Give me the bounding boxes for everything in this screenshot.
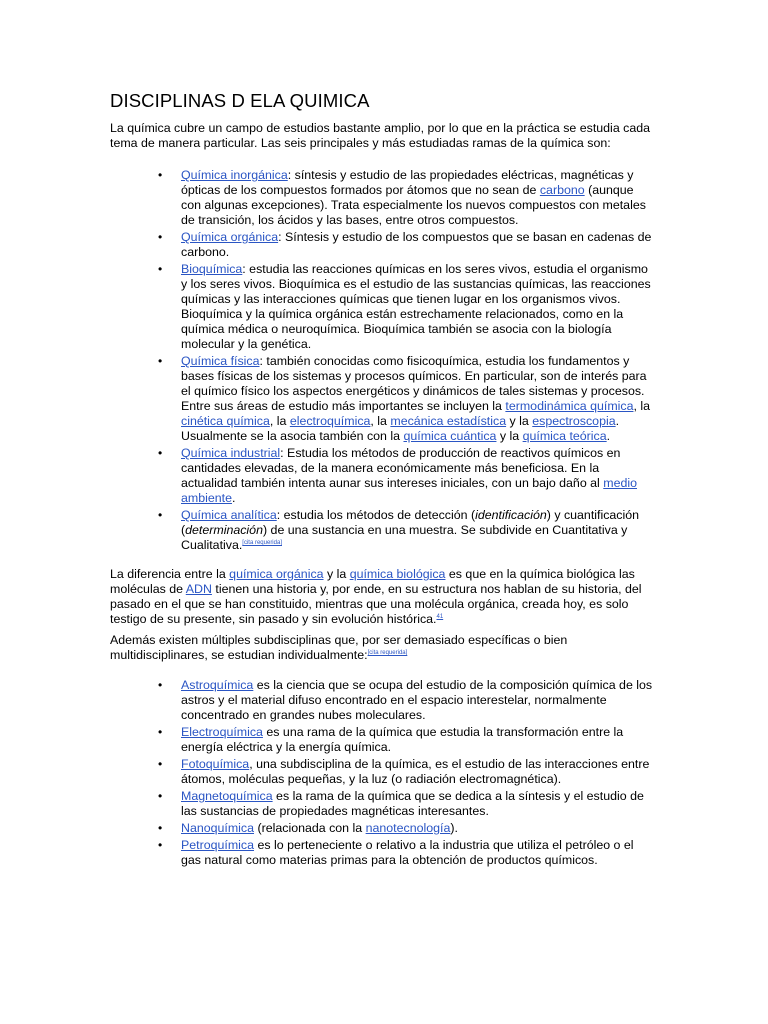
link-quimica-industrial[interactable]: Química industrial (181, 446, 281, 460)
citation-needed (368, 650, 408, 656)
link-medio-ambiente[interactable]: medio ambiente (181, 476, 637, 505)
item-text: (aunque con algunas excepciones). Trata especialmente los nuevos compuestos con metales de transición, los ácidos y las bases, entre otros compuestos. (181, 183, 646, 227)
link-quimica-fisica[interactable]: Química física (181, 354, 260, 368)
link-cinetica-quimica[interactable]: cinética química (181, 414, 270, 428)
main-branches-list (110, 168, 660, 553)
link-footnote-41[interactable]: 41 (436, 614, 444, 620)
item-text: , la (269, 414, 290, 428)
item-text: ) y cuantificación ( (181, 508, 640, 537)
list-item-quimica-organica (181, 230, 660, 260)
item-text: y la (506, 414, 533, 428)
item-text: ). (450, 821, 458, 835)
item-text: es la rama de la química que se dedica a la síntesis y el estudio de las sustancias de propiedades magnéticas interesantes. (181, 789, 644, 818)
item-text: . (231, 491, 236, 505)
link-mecanica-estadistica[interactable]: mecánica estadística (390, 414, 507, 428)
list-item-bioquimica (181, 262, 660, 352)
link-nanoquimica[interactable]: Nanoquímica (181, 821, 255, 835)
item-text: , la (633, 399, 651, 413)
item-text: es una rama de la química que estudia la transformación entre la energía eléctrica y la energía química. (181, 725, 624, 754)
link-astroquimica[interactable]: Astroquímica (181, 678, 254, 692)
link-cita-requerida[interactable]: [cita requerida] (242, 540, 282, 546)
footnote-reference (436, 614, 443, 620)
list-item-electroquimica (181, 725, 660, 755)
link-electroquimica[interactable]: electroquímica (289, 414, 371, 428)
link-quimica-cuantica[interactable]: química cuántica (403, 429, 497, 443)
item-text: . Usualmente se la asocia también con la (181, 414, 620, 443)
intro-paragraph: La química cubre un campo de estudios bastante amplio, por lo que en la práctica se estudia cada tema de manera particular. Las seis principales y más estudiadas ramas de la química son: (110, 121, 651, 150)
link-termodinamica-quimica[interactable]: termodinámica química (505, 399, 634, 413)
paragraph-text: y la (323, 567, 350, 581)
page-title: DISCIPLINAS D ELA QUIMICA (110, 90, 370, 111)
link-fotoquimica[interactable]: Fotoquímica (181, 757, 250, 771)
link-carbono[interactable]: carbono (539, 183, 585, 197)
list-item-quimica-industrial (181, 446, 660, 506)
link-quimica-analitica[interactable]: Química analítica (181, 508, 277, 522)
link-espectroscopia[interactable]: espectroscopia (532, 414, 616, 428)
list-item-astroquimica (181, 678, 660, 723)
link-quimica-organica[interactable]: Química orgánica (181, 230, 279, 244)
list-item-petroquimica (181, 838, 660, 868)
list-item-quimica-fisica (181, 354, 660, 444)
emphasis-identificacion: identificación (475, 508, 547, 522)
subdisciplines-list (110, 678, 660, 868)
paragraph-text: tienen una historia y, por ende, en su estructura nos hablan de su historia, del pasado en el que se han constituido, mientras que una molécula orgánica, creada hoy, es solo testigo de su presente, sin pasado y sin evolución histórica. (110, 582, 642, 626)
link-quimica-teorica[interactable]: química teórica (522, 429, 607, 443)
link-petroquimica[interactable]: Petroquímica (181, 838, 255, 852)
item-text: es la ciencia que se ocupa del estudio de la composición química de los astros y el material difuso encontrado en el espacio interestelar, normalmente concentrado en grandes nubes moleculares. (181, 678, 653, 722)
citation-needed (242, 540, 282, 546)
list-item-magnetoquimica (181, 789, 660, 819)
link-quimica-biologica[interactable]: química biológica (349, 567, 446, 581)
list-item-quimica-analitica (181, 508, 660, 553)
item-text: : Estudia los métodos de producción de reactivos químicos en cantidades elevadas, de la manera económicamente más beneficiosa. En la actualidad también intenta aunar sus intereses iniciales, con un bajo daño al (181, 446, 621, 490)
item-text: , la (370, 414, 391, 428)
diferencia-paragraph (110, 567, 660, 627)
item-text: y la (496, 429, 523, 443)
list-item-nanoquimica (181, 821, 660, 836)
link-quimica-inorganica[interactable]: Química inorgánica (181, 168, 288, 182)
emphasis-determinacion: determinación (185, 523, 263, 537)
list-item-quimica-inorganica (181, 168, 660, 228)
link-magnetoquimica[interactable]: Magnetoquímica (181, 789, 273, 803)
item-text: , una subdisciplina de la química, es el estudio de las interacciones entre átomos, moléculas pequeñas, y la luz (o radiación electromagnética). (181, 757, 650, 786)
link-electroquimica-2[interactable]: Electroquímica (181, 725, 263, 739)
link-quimica-organica-2[interactable]: química orgánica (229, 567, 324, 581)
link-cita-requerida-2[interactable]: [cita requerida] (367, 650, 408, 656)
item-text: (relacionada con la (254, 821, 366, 835)
link-bioquimica[interactable]: Bioquímica (181, 262, 243, 276)
item-text: . (606, 429, 611, 443)
document-page (110, 90, 660, 882)
paragraph-text: Además existen múltiples subdisciplinas que, por ser demasiado específicas o bien multidisciplinares, se estudian individualmente: (110, 633, 568, 662)
item-text: es lo perteneciente o relativo a la industria que utiliza el petróleo o el gas natural como materias primas para la obtención de productos químicos. (181, 838, 634, 867)
paragraph-text: La diferencia entre la (110, 567, 230, 581)
link-adn[interactable]: ADN (185, 582, 212, 596)
link-nanotecnologia[interactable]: nanotecnología (365, 821, 451, 835)
list-item-fotoquimica (181, 757, 660, 787)
item-text: : también conocidas como fisicoquímica, estudia los fundamentos y bases físicas de los sistemas y procesos químicos. En particular, son de interés para el químico físico los aspectos energéticos y dinámicos de tales sistemas y procesos. Entre sus áreas de estudio más importantes se incluyen la (181, 354, 647, 413)
paragraph-text: es que en la química biológica las moléculas de (110, 567, 635, 596)
ademas-paragraph (110, 633, 660, 663)
item-text: : estudia los métodos de detección ( (276, 508, 476, 522)
item-text: : Síntesis y estudio de los compuestos que se basan en cadenas de carbono. (181, 230, 652, 259)
item-text: : estudia las reacciones químicas en los seres vivos, estudia el organismo y los seres vivos. Bioquímica es el estudio de las sustancias químicas, las reacciones químicas y las interacciones químicas que tienen lugar en los organismos vivos. Bioquímica y la química orgánica están estrechamente relacionados, como en la química médica o neuroquímica. Bioquímica también se asocia con la biología molecular y la genética. (181, 262, 651, 351)
item-text: ) de una sustancia en una muestra. Se subdivide en Cuantitativa y Cualitativa. (181, 523, 628, 552)
item-text: : síntesis y estudio de las propiedades eléctricas, magnéticas y ópticas de los compuestos formados por átomos que no sean de (181, 168, 634, 197)
